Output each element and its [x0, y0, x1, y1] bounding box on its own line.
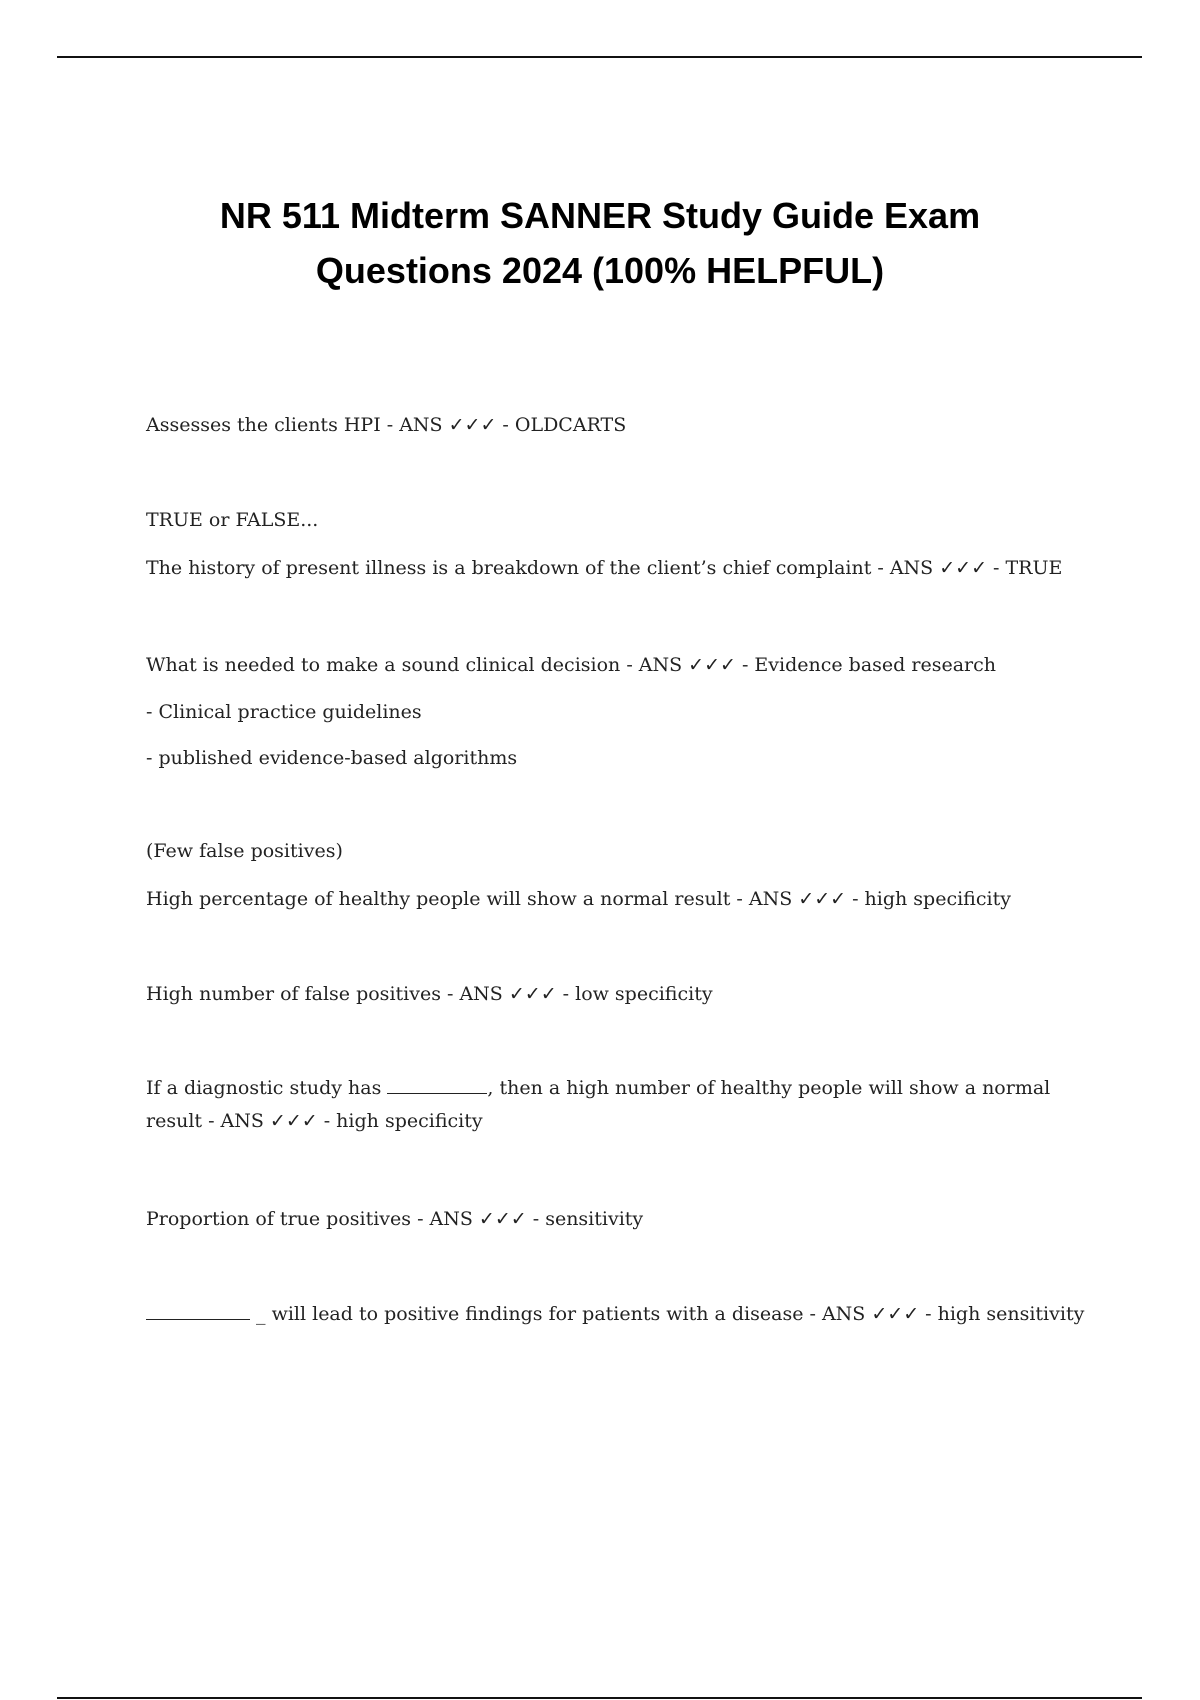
title-line-1: NR 511 Midterm SANNER Study Guide Exam — [219, 195, 981, 236]
top-rule — [57, 56, 1142, 58]
answer-list-item: - Clinical practice guidelines — [146, 701, 422, 723]
question-true-false-prefix: TRUE or FALSE... — [146, 509, 319, 531]
fill-in-blank — [387, 1075, 487, 1094]
fill-in-blank — [146, 1301, 250, 1320]
question-positive-findings — [146, 1298, 1106, 1330]
question-high-false-positives: High number of false positives - ANS ✓✓✓ - low specificity — [146, 983, 713, 1005]
answer-list-item: - published evidence-based algorithms — [146, 747, 518, 769]
question-high-percentage-healthy: High percentage of healthy people will show a normal result - ANS ✓✓✓ - high specificity — [146, 888, 1011, 910]
question-history-present-illness: The history of present illness is a breakdown of the client’s chief complaint - ANS ✓✓✓ - TRUE — [146, 557, 1063, 579]
bottom-rule — [57, 1697, 1142, 1699]
title-line-2: Questions 2024 (100% HELPFUL) — [315, 250, 885, 291]
question-diagnostic-study — [146, 1072, 1101, 1138]
question-clinical-decision: What is needed to make a sound clinical decision - ANS ✓✓✓ - Evidence based research — [146, 654, 996, 676]
question-true-positives: Proportion of true positives - ANS ✓✓✓ - sensitivity — [146, 1208, 644, 1230]
question-hpi: Assesses the clients HPI - ANS ✓✓✓ - OLDCARTS — [146, 414, 627, 436]
document-title — [100, 188, 1100, 298]
question-few-false-positives-prefix: (Few false positives) — [146, 840, 343, 862]
question-text-end: _ will lead to positive findings for patients with a disease - ANS ✓✓✓ - high sensitivity — [250, 1303, 1085, 1325]
question-text-end: , then a high number of healthy people will show a normal result - ANS ✓✓✓ - high specificity — [146, 1077, 1051, 1132]
question-text-start: If a diagnostic study has — [146, 1077, 382, 1099]
